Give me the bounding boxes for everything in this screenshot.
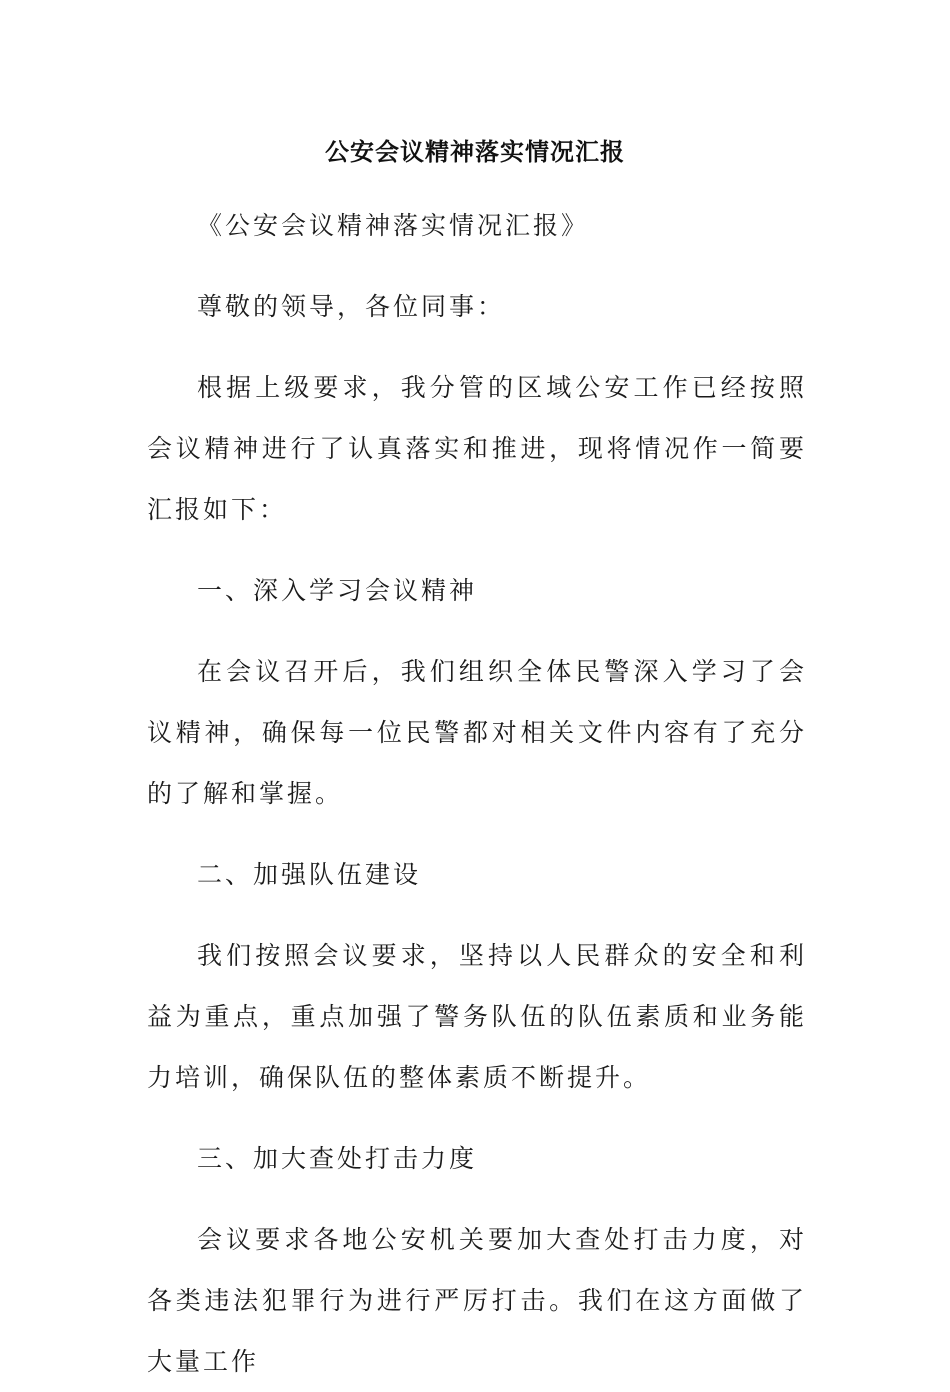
section-heading-3: 三、加大查处打击力度: [197, 1144, 478, 1173]
document-title: 公安会议精神落实情况汇报: [325, 138, 625, 166]
paragraph-section-1: 在会议召开后，我们组织全体民警深入学习了会议精神，确保每一位民警都对相关文件内容有了充分的了解和掌握。: [147, 657, 807, 808]
paragraph-section-2: 我们按照会议要求，坚持以人民群众的安全和利益为重点，重点加强了警务队伍的队伍素质和业务能力培训，确保队伍的整体素质不断提升。: [147, 941, 807, 1092]
paragraph-salutation: 尊敬的领导，各位同事：: [197, 292, 506, 321]
paragraph-intro: 根据上级要求，我分管的区域公安工作已经按照会议精神进行了认真落实和推进，现将情况作一简要汇报如下：: [147, 373, 807, 524]
paragraph-subtitle: 《公安会议精神落实情况汇报》: [197, 211, 590, 240]
section-heading-2: 二、加强队伍建设: [197, 860, 422, 889]
section-heading-1: 一、深入学习会议精神: [197, 576, 478, 605]
document-body: [147, 195, 807, 1392]
paragraph-section-3: 会议要求各地公安机关要加大查处打击力度，对各类违法犯罪行为进行严厉打击。我们在这方面做了大量工作: [147, 1225, 807, 1376]
